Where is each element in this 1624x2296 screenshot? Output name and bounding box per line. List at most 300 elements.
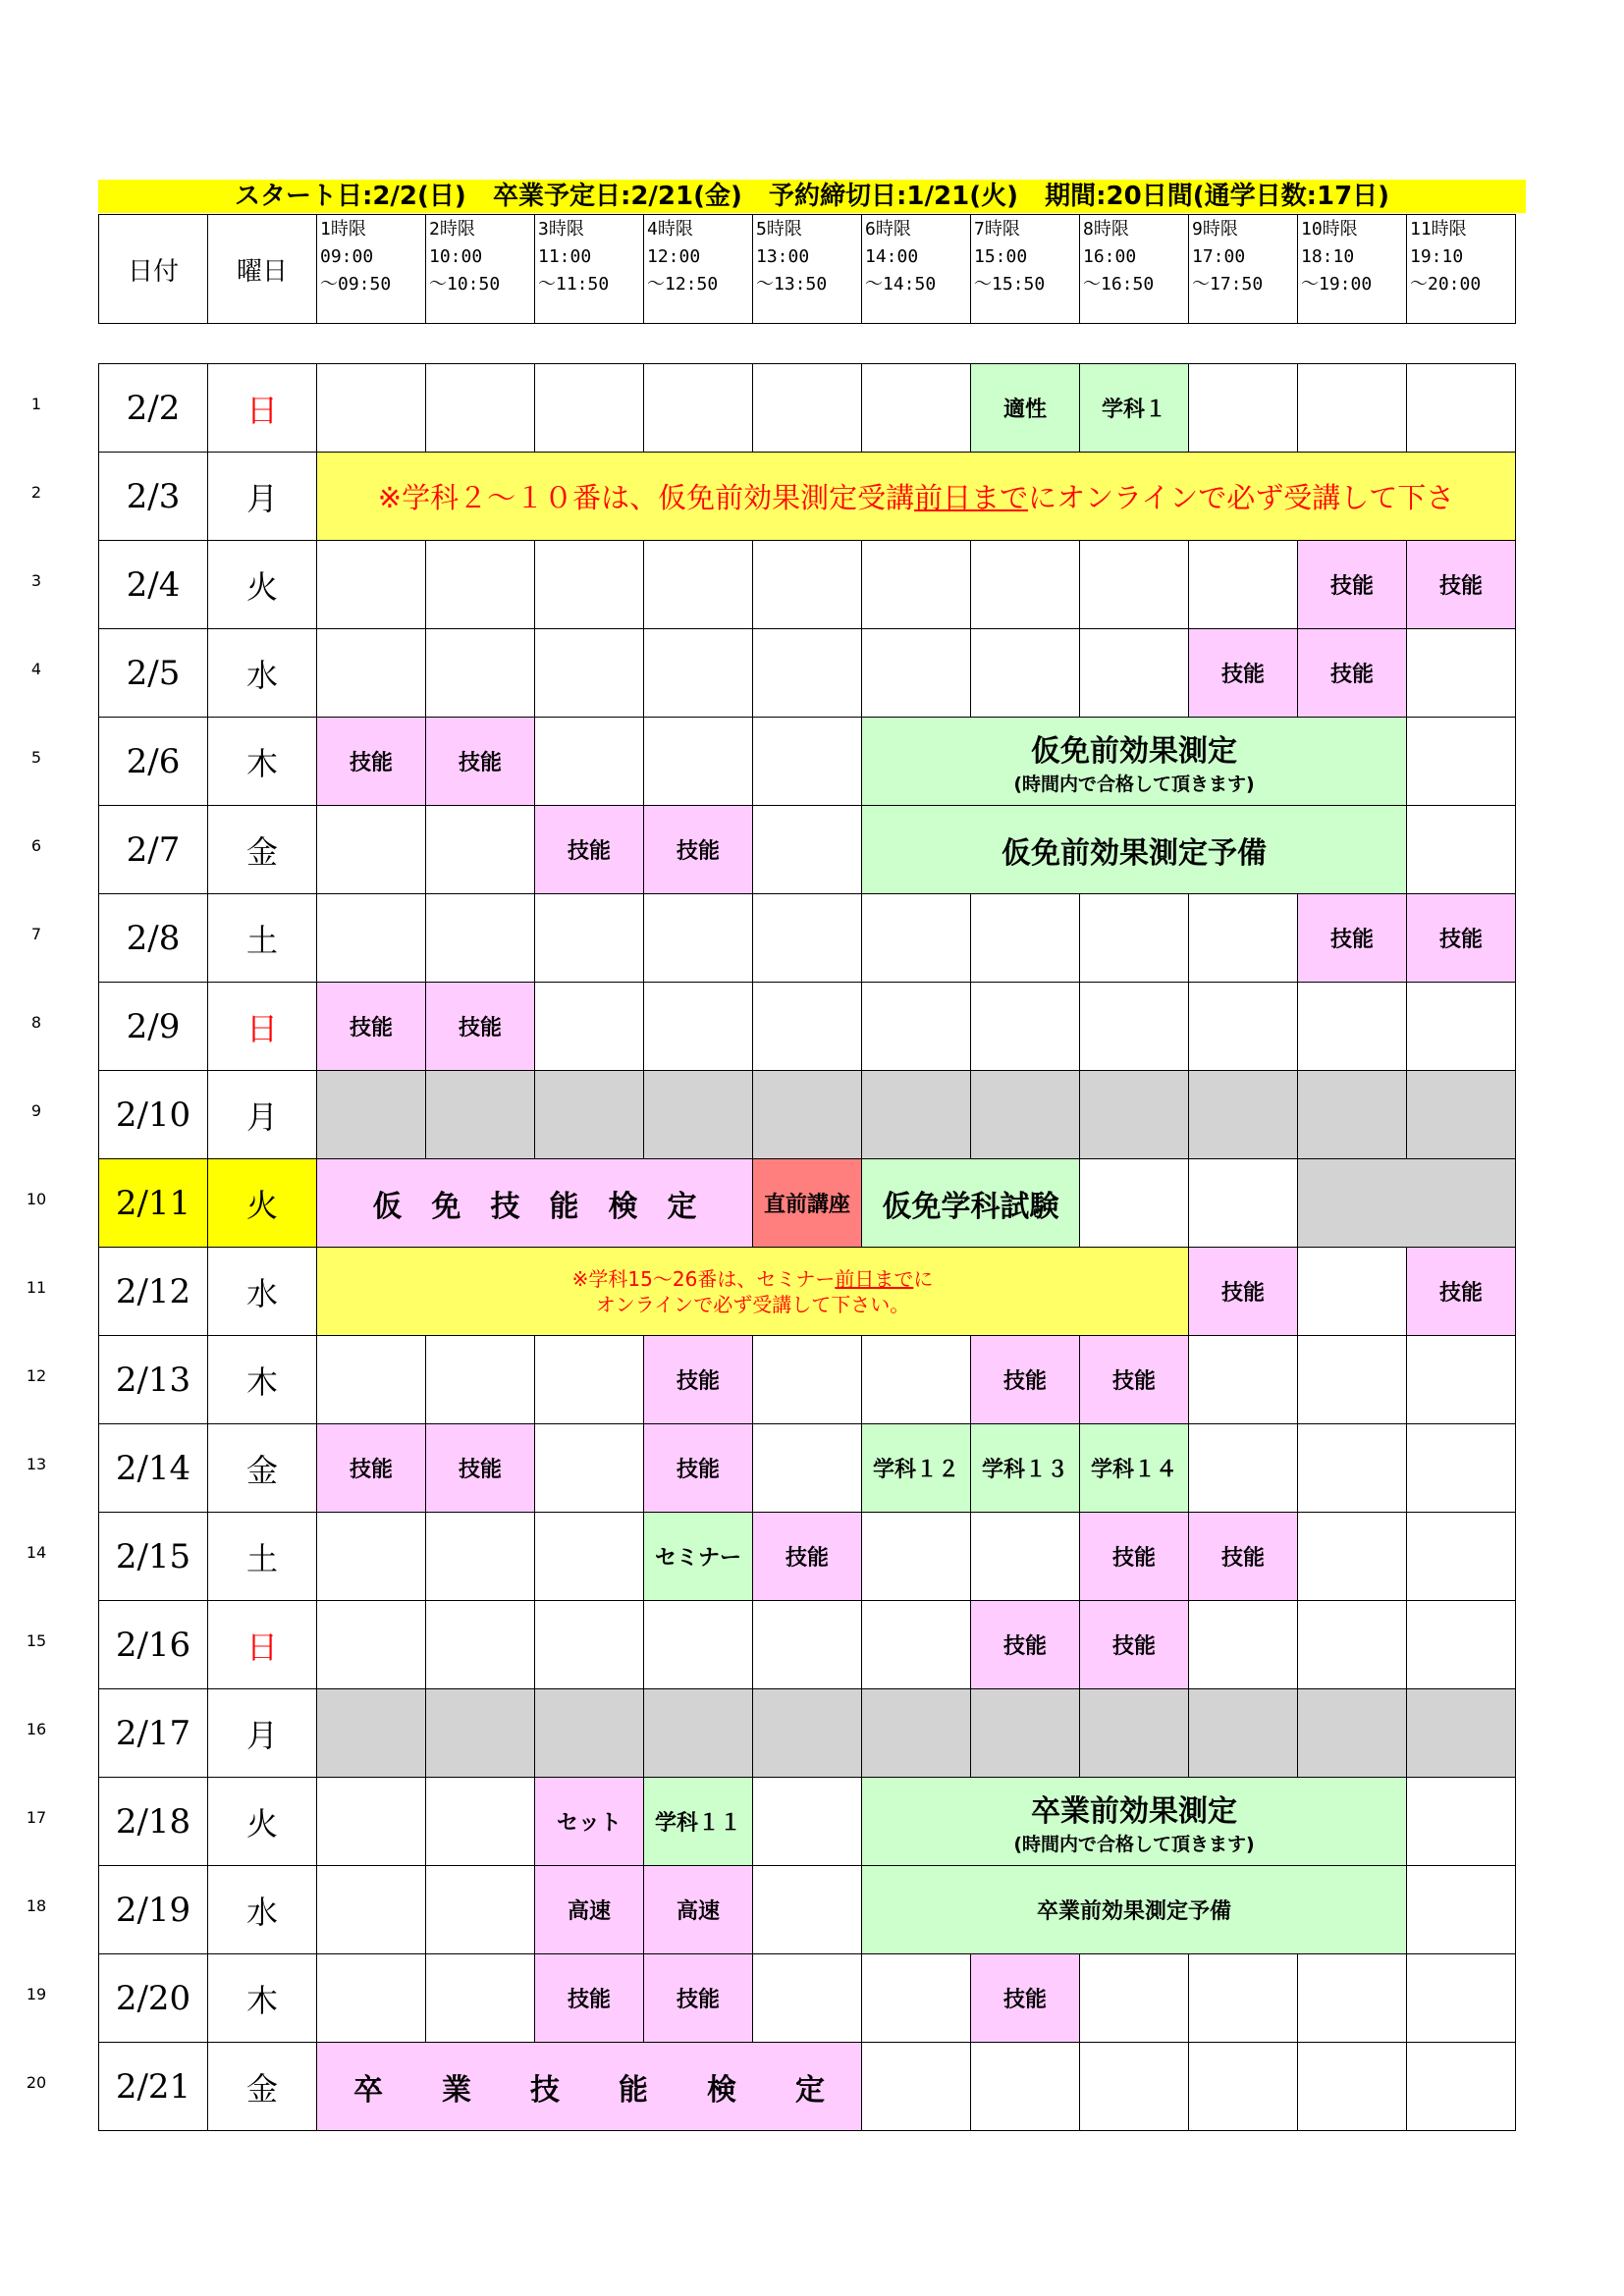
date-cell: 2/3 (98, 452, 208, 541)
row-number: 10 (26, 1190, 47, 1208)
row-number: 7 (30, 925, 42, 943)
slot-cell (643, 893, 753, 983)
slot-cell (1188, 1158, 1298, 1248)
date-cell: 2/17 (98, 1688, 208, 1778)
event-block (1297, 893, 1407, 983)
date-cell: 2/9 (98, 982, 208, 1071)
slot-cell (1297, 363, 1407, 453)
slot-cell (425, 363, 535, 453)
weekday-cell: 水 (207, 1247, 317, 1336)
weekday-cell: 土 (207, 1512, 317, 1601)
slot-cell (970, 2042, 1080, 2131)
header-period-cell (1297, 214, 1407, 324)
event-label: 技能 (349, 1458, 393, 1482)
slot-cell (752, 805, 862, 894)
slot-cell (1297, 1423, 1407, 1513)
notice-feb12-line1-post: に (913, 1266, 934, 1291)
slot-cell (316, 805, 426, 894)
slot-cell (752, 540, 862, 629)
event-label: 高速 (676, 1899, 720, 1924)
event-label: 技能 (1002, 1634, 1047, 1659)
row-number: 14 (26, 1543, 47, 1562)
slot-cell (861, 540, 971, 629)
start-date-label: スタート日:2/2(日) (234, 182, 466, 211)
slot-cell (425, 628, 535, 718)
date-cell: 2/10 (98, 1070, 208, 1159)
slot-cell (643, 1070, 753, 1159)
event-label: 仮免前効果測定予備 (1001, 835, 1267, 871)
notice-feb3 (316, 452, 1516, 541)
date-cell: 2/5 (98, 628, 208, 718)
period-end: ～15:50 (974, 274, 1046, 294)
slot-cell (1406, 1953, 1516, 2043)
date-cell: 2/13 (98, 1335, 208, 1424)
slot-cell (425, 1953, 535, 2043)
weekday-cell: 水 (207, 1865, 317, 1954)
slot-cell (752, 363, 862, 453)
header-weekday-cell: 曜日 (207, 214, 317, 324)
event-block (861, 1158, 1080, 1248)
period-end: ～09:50 (320, 274, 392, 294)
booking-deadline-label: 予約締切日:1/21(火) (769, 182, 1018, 211)
event-block (1297, 628, 1407, 718)
notice-feb3-text-pre: ※学科２～１０番は、仮免前効果測定受講 (377, 481, 915, 514)
date-cell: 2/19 (98, 1865, 208, 1954)
slot-cell (1297, 1688, 1407, 1778)
slot-cell (1406, 2042, 1516, 2131)
weekday-cell: 火 (207, 1158, 317, 1248)
header-period-cell (1079, 214, 1189, 324)
slot-cell (1406, 1070, 1516, 1159)
event-block (643, 1953, 753, 2043)
slot-cell (425, 1865, 535, 1954)
slot-cell (970, 893, 1080, 983)
event-block (1079, 1512, 1189, 1601)
slot-cell (534, 1688, 644, 1778)
weekday-cell: 木 (207, 1953, 317, 2043)
slot-cell (1406, 1600, 1516, 1689)
date-cell: 2/7 (98, 805, 208, 894)
slot-cell (1079, 1688, 1189, 1778)
slot-cell (1406, 982, 1516, 1071)
row-number: 8 (30, 1013, 42, 1032)
slot-cell (534, 1512, 644, 1601)
header-period-cell (643, 214, 753, 324)
event-block (970, 363, 1080, 453)
slot-cell (861, 1335, 971, 1424)
slot-cell (534, 1335, 644, 1424)
slot-cell (861, 1512, 971, 1601)
slot-cell (1188, 1600, 1298, 1689)
row-number: 12 (26, 1366, 47, 1385)
period-end: ～13:50 (756, 274, 828, 294)
event-block (643, 1512, 753, 1601)
slot-cell (1079, 628, 1189, 718)
event-label: 技能 (1329, 663, 1374, 687)
period-start: 09:00 (320, 246, 374, 267)
slot-cell (752, 717, 862, 806)
event-block (534, 1777, 644, 1866)
weekday-cell: 火 (207, 1777, 317, 1866)
event-block (861, 1423, 971, 1513)
period-start: 18:10 (1301, 246, 1355, 267)
event-block (643, 1777, 753, 1866)
slot-cell (1297, 1512, 1407, 1601)
row-number: 1 (30, 395, 42, 413)
event-block (425, 982, 535, 1071)
slot-cell (316, 1865, 426, 1954)
event-block (316, 1158, 753, 1248)
event-label: 技能 (1111, 1546, 1156, 1571)
slot-cell (534, 628, 644, 718)
weekday-cell: 水 (207, 628, 317, 718)
slot-cell (1079, 1070, 1189, 1159)
event-block (1079, 363, 1189, 453)
slot-cell (316, 1953, 426, 2043)
row-number: 19 (26, 1985, 47, 2003)
period-end: ～19:00 (1301, 274, 1373, 294)
slot-cell (425, 1600, 535, 1689)
event-label: 技能 (1329, 928, 1374, 952)
event-label: セミナー (654, 1546, 741, 1571)
event-label: 学科１４ (1090, 1458, 1177, 1482)
row-number: 5 (30, 748, 42, 767)
slot-cell (534, 363, 644, 453)
slot-cell (1188, 1070, 1298, 1159)
event-block (316, 717, 426, 806)
period-name: 8時限 (1083, 219, 1129, 240)
slot-cell (1297, 1953, 1407, 2043)
period-name: 10時限 (1301, 219, 1358, 240)
event-block (1079, 1423, 1189, 1513)
date-cell: 2/14 (98, 1423, 208, 1513)
period-name: 2時限 (429, 219, 475, 240)
date-cell: 2/8 (98, 893, 208, 983)
weekday-cell: 日 (207, 1600, 317, 1689)
weekday-cell: 木 (207, 717, 317, 806)
slot-cell (1188, 982, 1298, 1071)
period-name: 3時限 (538, 219, 584, 240)
event-label: 卒業前効果測定予備 (1036, 1899, 1231, 1924)
event-label: 技能 (676, 1458, 720, 1482)
date-cell: 2/2 (98, 363, 208, 453)
event-label: 技能 (458, 751, 502, 775)
slot-cell (534, 1600, 644, 1689)
weekday-cell: 火 (207, 540, 317, 629)
slot-cell (1079, 893, 1189, 983)
event-label: 卒 業 技 能 検 定 (353, 2072, 825, 2108)
slot-cell (425, 1070, 535, 1159)
slot-cell (643, 628, 753, 718)
slot-cell (534, 982, 644, 1071)
period-start: 10:00 (429, 246, 483, 267)
date-cell: 2/20 (98, 1953, 208, 2043)
date-cell: 2/11 (98, 1158, 208, 1248)
notice-feb12-line2: オンラインで必ず受講して下さい。 (595, 1292, 910, 1316)
period-start: 15:00 (974, 246, 1028, 267)
slot-cell (1188, 893, 1298, 983)
header-period-cell (1406, 214, 1516, 324)
slot-cell (861, 363, 971, 453)
slot-cell (1188, 1688, 1298, 1778)
event-block (1079, 1335, 1189, 1424)
slot-cell (534, 893, 644, 983)
slot-cell (861, 628, 971, 718)
slot-cell (1079, 540, 1189, 629)
event-block (970, 1953, 1080, 2043)
event-label: 技能 (1002, 1369, 1047, 1394)
closed-block (1297, 1158, 1516, 1248)
notice-feb12-line1-under: 前日まで (835, 1266, 914, 1291)
slot-cell (1406, 1335, 1516, 1424)
slot-cell (1406, 1512, 1516, 1601)
header-period-cell (534, 214, 644, 324)
event-block (316, 1423, 426, 1513)
period-name: 7時限 (974, 219, 1020, 240)
summary-banner (98, 180, 1526, 213)
event-block (425, 717, 535, 806)
slot-cell (1188, 1953, 1298, 2043)
weekday-cell: 月 (207, 1688, 317, 1778)
weekday-cell: 日 (207, 982, 317, 1071)
event-label: 適性 (1002, 398, 1047, 422)
slot-cell (643, 363, 753, 453)
date-cell: 2/16 (98, 1600, 208, 1689)
event-label: 技能 (1438, 574, 1483, 599)
slot-cell (1406, 1688, 1516, 1778)
slot-cell (752, 1777, 862, 1866)
header-period-cell (316, 214, 426, 324)
period-end: ～12:50 (647, 274, 719, 294)
event-block (861, 1865, 1407, 1954)
period-start: 16:00 (1083, 246, 1137, 267)
slot-cell (1188, 1423, 1298, 1513)
event-label: 技能 (1220, 663, 1265, 687)
event-label: 直前講座 (763, 1193, 850, 1217)
event-label: 学科１３ (981, 1458, 1068, 1482)
event-label: 技能 (567, 839, 611, 864)
slot-cell (1297, 2042, 1407, 2131)
slot-cell (861, 1953, 971, 2043)
row-number: 16 (26, 1720, 47, 1738)
slot-cell (1079, 1953, 1189, 2043)
date-cell: 2/21 (98, 2042, 208, 2131)
slot-cell (316, 1600, 426, 1689)
slot-cell (861, 2042, 971, 2131)
slot-cell (1297, 1335, 1407, 1424)
event-block (643, 1423, 753, 1513)
slot-cell (861, 1688, 971, 1778)
slot-cell (1406, 628, 1516, 718)
slot-cell (1188, 363, 1298, 453)
event-label: 技能 (1329, 574, 1374, 599)
event-block (1406, 540, 1516, 629)
event-label: 仮 免 技 能 検 定 (372, 1189, 697, 1224)
weekday-cell: 月 (207, 1070, 317, 1159)
notice-feb12-line1 (572, 1266, 934, 1292)
slot-cell (752, 1865, 862, 1954)
header-period-cell (425, 214, 535, 324)
period-name: 11時限 (1410, 219, 1467, 240)
slot-cell (316, 893, 426, 983)
event-label: 技能 (1438, 1281, 1483, 1306)
event-label: 技能 (676, 839, 720, 864)
row-number: 18 (26, 1896, 47, 1915)
weekday-cell: 月 (207, 452, 317, 541)
slot-cell (1406, 1865, 1516, 1954)
slot-cell (1079, 1158, 1189, 1248)
slot-cell (643, 717, 753, 806)
header-period-cell (861, 214, 971, 324)
event-block (643, 1865, 753, 1954)
slot-cell (1188, 2042, 1298, 2131)
event-label: 技能 (1111, 1634, 1156, 1659)
event-label: 学科１ (1101, 398, 1166, 422)
weekday-cell: 木 (207, 1335, 317, 1424)
row-number: 17 (26, 1808, 47, 1827)
event-block (316, 2042, 862, 2131)
notice-feb3-text-post: にオンラインで必ず受講して下さ (1028, 481, 1455, 514)
notice-feb12-line1-pre: ※学科15～26番は、セミナー (571, 1266, 836, 1291)
event-block (861, 1777, 1407, 1866)
slot-cell (316, 1070, 426, 1159)
slot-cell (1406, 805, 1516, 894)
event-block (1297, 540, 1407, 629)
event-label: 仮免前効果測定 (1031, 734, 1237, 769)
slot-cell (752, 893, 862, 983)
slot-cell (316, 628, 426, 718)
slot-cell (425, 893, 535, 983)
slot-cell (1079, 2042, 1189, 2131)
slot-cell (425, 540, 535, 629)
period-start: 12:00 (647, 246, 701, 267)
event-sublabel: (時間内で合格して頂きます) (1013, 774, 1255, 795)
period-label: 期間:20日間(通学日数:17日) (1045, 182, 1390, 211)
event-label: 技能 (1220, 1281, 1265, 1306)
slot-cell (1297, 1070, 1407, 1159)
graduation-date-label: 卒業予定日:2/21(金) (492, 182, 742, 211)
slot-cell (1079, 982, 1189, 1071)
row-number: 9 (30, 1101, 42, 1120)
slot-cell (425, 805, 535, 894)
slot-cell (861, 1600, 971, 1689)
period-name: 5時限 (756, 219, 802, 240)
slot-cell (1297, 982, 1407, 1071)
slot-cell (534, 540, 644, 629)
event-label: 技能 (785, 1546, 829, 1571)
slot-cell (861, 893, 971, 983)
slot-cell (643, 1600, 753, 1689)
slot-cell (752, 1335, 862, 1424)
weekday-cell: 金 (207, 2042, 317, 2131)
header-period-cell (970, 214, 1080, 324)
slot-cell (1188, 1335, 1298, 1424)
slot-cell (970, 1512, 1080, 1601)
event-block (861, 717, 1407, 806)
period-start: 17:00 (1192, 246, 1246, 267)
event-label: 技能 (676, 1369, 720, 1394)
slot-cell (316, 1512, 426, 1601)
date-cell: 2/6 (98, 717, 208, 806)
notice-feb12 (316, 1247, 1189, 1336)
row-number: 11 (26, 1278, 47, 1297)
row-number: 13 (26, 1455, 47, 1473)
slot-cell (752, 1953, 862, 2043)
weekday-cell: 日 (207, 363, 317, 453)
slot-cell (1188, 540, 1298, 629)
slot-cell (425, 1777, 535, 1866)
event-label: 卒業前効果測定 (1031, 1794, 1237, 1829)
event-block (1188, 628, 1298, 718)
event-block (1079, 1600, 1189, 1689)
slot-cell (643, 982, 753, 1071)
slot-cell (316, 1777, 426, 1866)
slot-cell (752, 1600, 862, 1689)
period-start: 11:00 (538, 246, 592, 267)
event-block (752, 1512, 862, 1601)
notice-feb3-text-under: 前日まで (914, 481, 1029, 514)
slot-cell (1406, 1423, 1516, 1513)
slot-cell (970, 540, 1080, 629)
event-label: 技能 (676, 1988, 720, 2012)
event-sublabel: (時間内で合格して頂きます) (1013, 1834, 1255, 1855)
event-block (1188, 1512, 1298, 1601)
slot-cell (1406, 717, 1516, 806)
event-block (970, 1600, 1080, 1689)
period-name: 4時限 (647, 219, 693, 240)
event-label: 技能 (458, 1458, 502, 1482)
header-period-cell (752, 214, 862, 324)
event-label: 技能 (1220, 1546, 1265, 1571)
event-block (1406, 893, 1516, 983)
date-cell: 2/4 (98, 540, 208, 629)
event-label: 技能 (1438, 928, 1483, 952)
slot-cell (534, 1423, 644, 1513)
event-block (970, 1335, 1080, 1424)
event-label: 技能 (1111, 1369, 1156, 1394)
slot-cell (425, 1688, 535, 1778)
event-block (970, 1423, 1080, 1513)
period-end: ～14:50 (865, 274, 937, 294)
event-label: 学科１２ (872, 1458, 959, 1482)
date-cell: 2/18 (98, 1777, 208, 1866)
row-number: 20 (26, 2073, 47, 2092)
slot-cell (534, 717, 644, 806)
period-end: ～16:50 (1083, 274, 1155, 294)
slot-cell (316, 1335, 426, 1424)
date-cell: 2/15 (98, 1512, 208, 1601)
event-block (643, 1335, 753, 1424)
period-end: ～11:50 (538, 274, 610, 294)
period-end: ～20:00 (1410, 274, 1482, 294)
period-start: 19:10 (1410, 246, 1464, 267)
event-block (425, 1423, 535, 1513)
weekday-cell: 金 (207, 805, 317, 894)
slot-cell (316, 363, 426, 453)
slot-cell (752, 1688, 862, 1778)
slot-cell (970, 628, 1080, 718)
event-label: 学科１１ (654, 1811, 741, 1836)
event-label: 高速 (567, 1899, 611, 1924)
period-end: ～17:50 (1192, 274, 1264, 294)
slot-cell (752, 628, 862, 718)
header-date-cell: 日付 (98, 214, 208, 324)
period-start: 13:00 (756, 246, 810, 267)
event-label: セット (556, 1811, 622, 1836)
event-block (534, 805, 644, 894)
event-block (534, 1953, 644, 2043)
event-block (643, 805, 753, 894)
